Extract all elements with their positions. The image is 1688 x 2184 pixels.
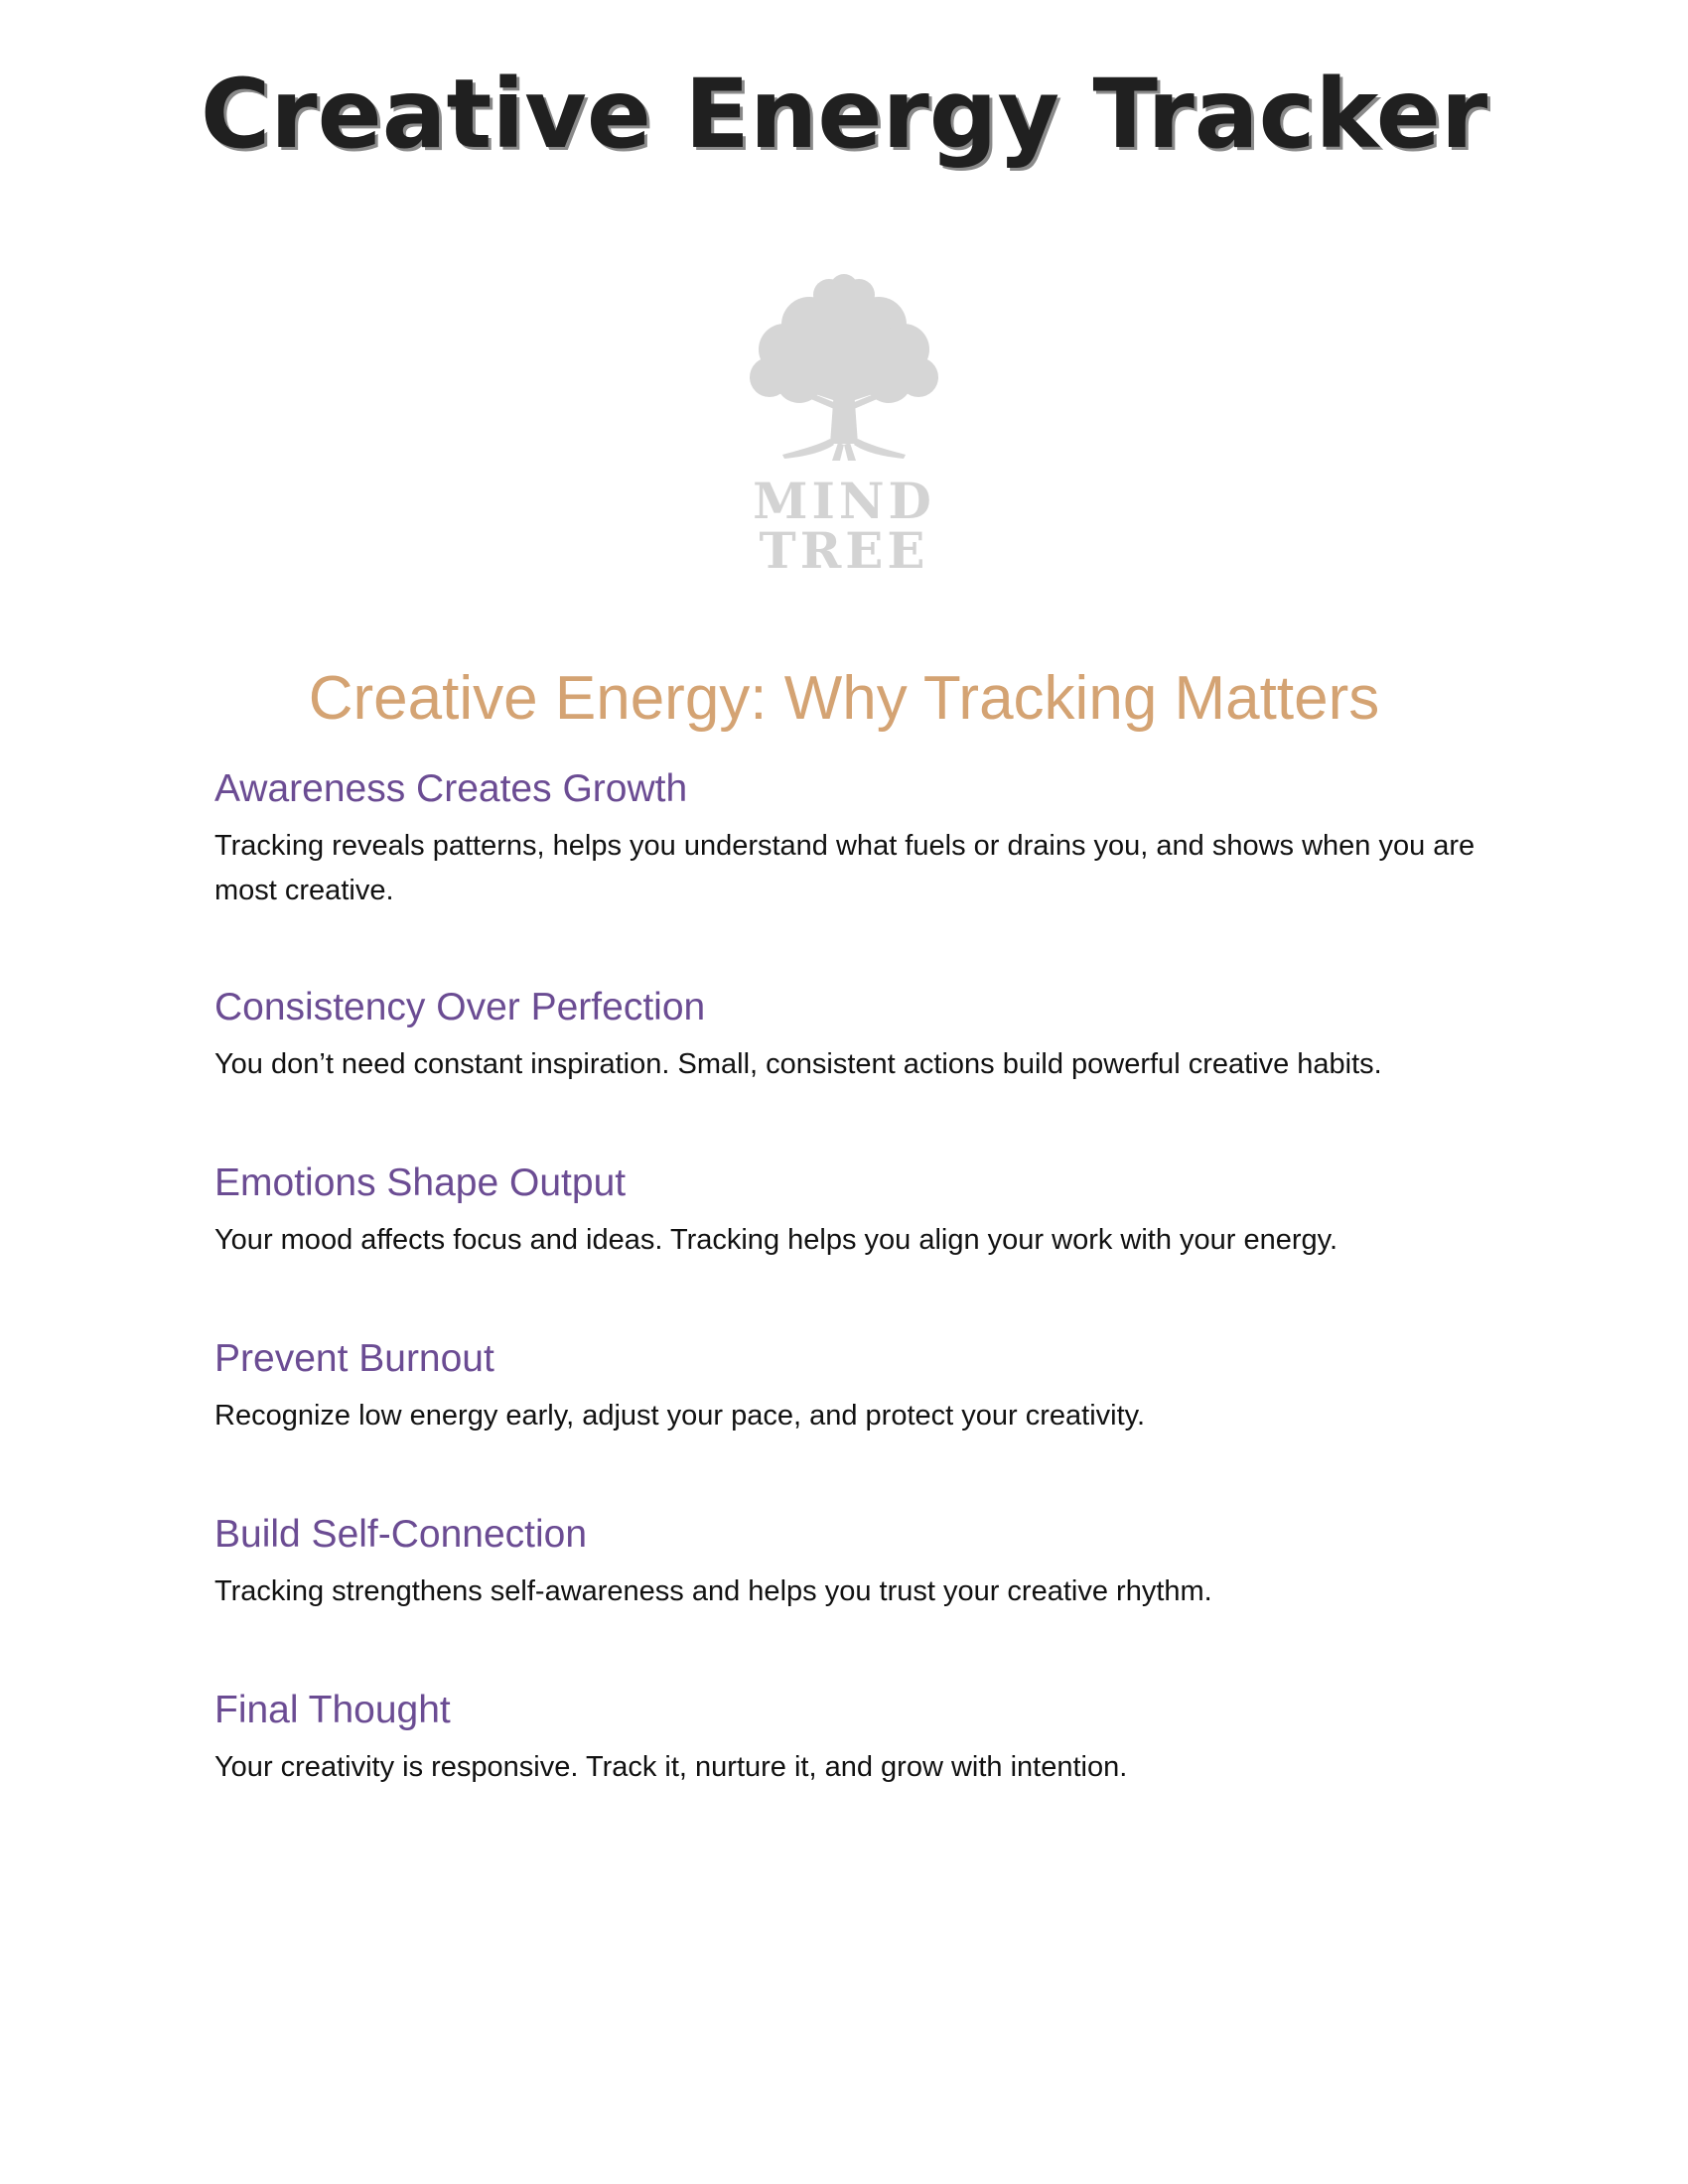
item-body: You don’t need constant inspiration. Small, consistent actions build powerful creative habits.	[214, 1048, 1382, 1080]
item-title: Build Self-Connection	[214, 1513, 588, 1556]
mind-tree-logo	[735, 270, 953, 588]
logo-word-mind: MIND	[753, 472, 935, 530]
item-body: Recognize low energy early, adjust your pace, and protect your creativity.	[214, 1400, 1146, 1432]
item-title: Consistency Over Perfection	[214, 986, 706, 1028]
list-item	[214, 1510, 1495, 1614]
list-item	[214, 1159, 1495, 1263]
item-body: Your creativity is responsive. Track it, nurture it, and grow with intention.	[214, 1751, 1128, 1783]
list-item	[214, 764, 1495, 913]
logo-word-tree: TREE	[759, 521, 929, 580]
list-item	[214, 1686, 1495, 1790]
item-title: Prevent Burnout	[214, 1337, 494, 1380]
item-body: Tracking strengthens self-awareness and helps you trust your creative rhythm.	[214, 1575, 1212, 1607]
tree-icon	[735, 270, 953, 469]
item-title: Final Thought	[214, 1689, 451, 1731]
item-body: Your mood affects focus and ideas. Tracking helps you align your work with your energy.	[214, 1224, 1338, 1256]
page-title: Creative Energy Tracker	[200, 59, 1488, 170]
content-list	[214, 764, 1495, 1790]
item-title: Awareness Creates Growth	[214, 767, 688, 810]
section-heading: Creative Energy: Why Tracking Matters	[308, 664, 1380, 733]
item-title: Emotions Shape Output	[214, 1161, 627, 1204]
item-body: Tracking reveals patterns, helps you understand what fuels or drains you, and shows when you are most creative.	[214, 830, 1476, 906]
list-item	[214, 1334, 1495, 1438]
list-item	[214, 983, 1495, 1087]
